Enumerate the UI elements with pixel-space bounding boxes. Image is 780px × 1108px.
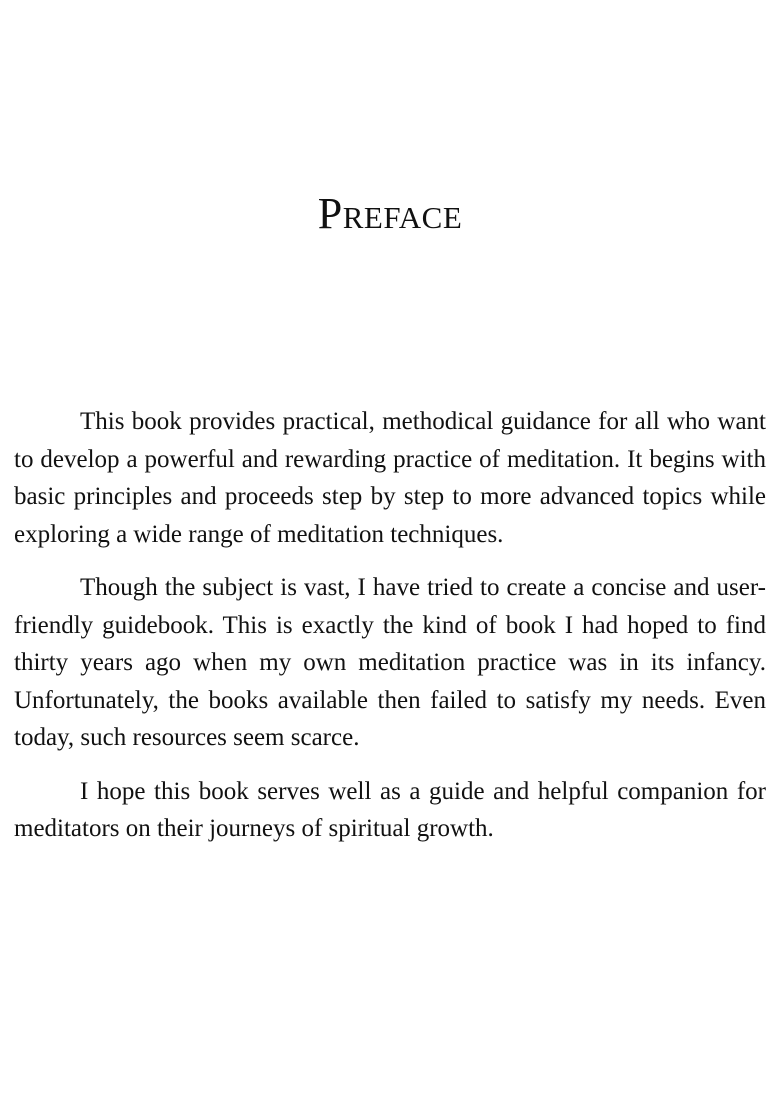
paragraph-3: I hope this book serves well as a guide and helpful companion for meditators on their journeys of spiritual growth. — [14, 777, 766, 842]
page-title: Preface — [317, 189, 463, 238]
paragraph-2: Though the subject is vast, I have tried to create a concise and user-friendly guidebook. This is exactly the kind of book I had hoped to find thirty years ago when my own meditation practice was in its infancy. Unfortunately, the books available then failed to satisfy my needs. Even today, such resources seem scarce. — [14, 574, 766, 751]
preface-body — [14, 403, 766, 848]
paragraph-1: This book provides practical, methodical guidance for all who want to develop a powerful and rewarding practice of meditation. It begins with basic principles and proceeds step by step to more advanced topics while exploring a wide range of meditation techniques. — [14, 408, 766, 548]
